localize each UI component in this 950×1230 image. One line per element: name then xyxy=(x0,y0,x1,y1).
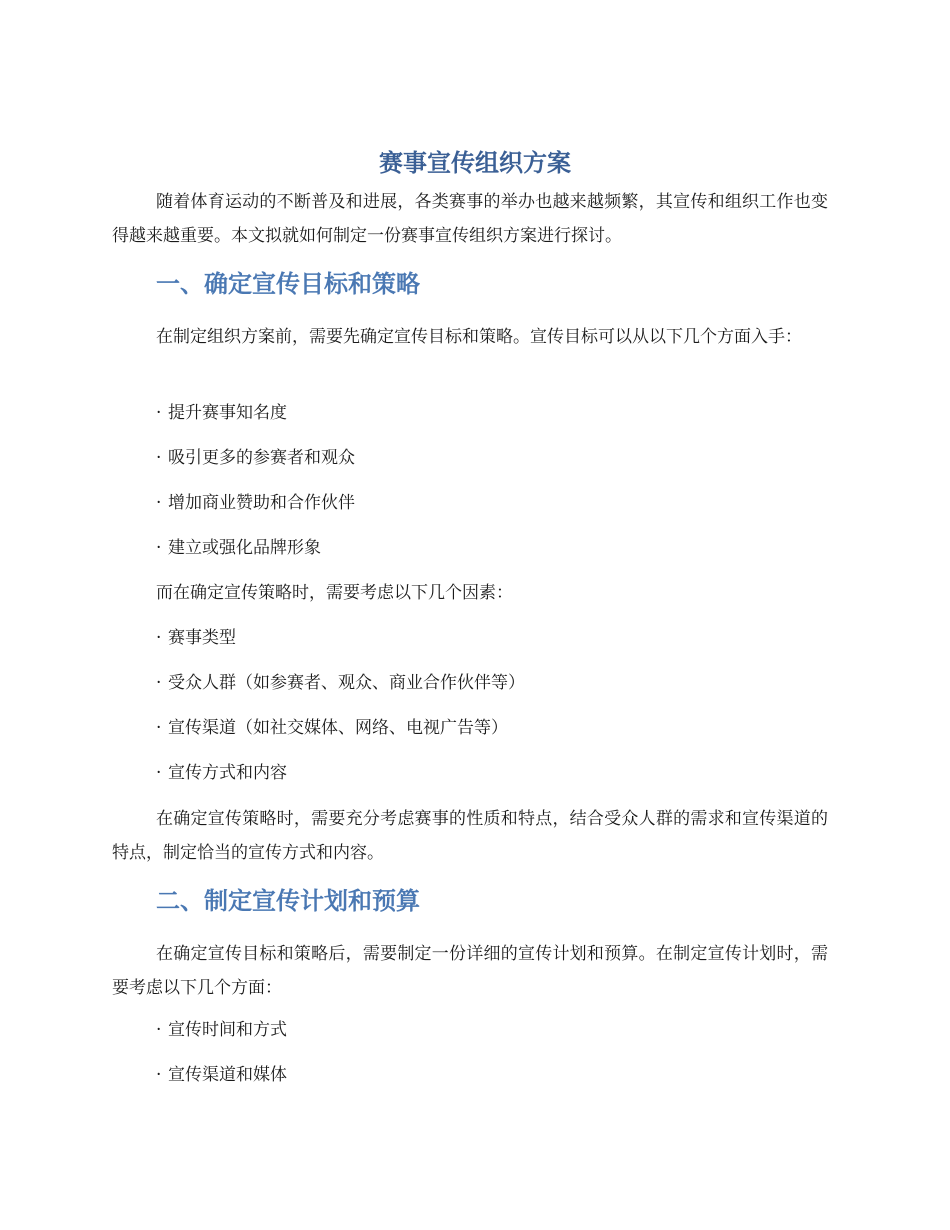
plan-item-text: 宣传时间和方式 xyxy=(168,1020,287,1040)
bullet-dot: · xyxy=(156,673,162,693)
goal-list-item xyxy=(156,535,321,561)
intro-paragraph: 随着体育运动的不断普及和进展，各类赛事的举办也越来越频繁，其宣传和组织工作也变得越来越重要。本文拟就如何制定一份赛事宣传组织方案进行探讨。 xyxy=(112,192,828,246)
bullet-dot: · xyxy=(156,763,162,783)
goal-list-item xyxy=(156,490,355,516)
plan-list-item xyxy=(156,1062,287,1088)
bullet-dot: · xyxy=(156,628,162,648)
goal-list-item xyxy=(156,400,287,426)
factor-list-item xyxy=(156,625,236,651)
document-title: 赛事宣传组织方案 xyxy=(379,149,571,177)
section1-paragraph-2: 而在确定宣传策略时，需要考虑以下几个因素： xyxy=(156,583,513,603)
section2-heading: 二、制定宣传计划和预算 xyxy=(156,887,420,915)
factor-item-text: 受众人群（如参赛者、观众、商业合作伙伴等） xyxy=(168,673,525,693)
goal-item-text: 增加商业赞助和合作伙伴 xyxy=(168,493,355,513)
bullet-dot: · xyxy=(156,493,162,513)
bullet-dot: · xyxy=(156,1020,162,1040)
plan-list-item xyxy=(156,1017,287,1043)
plan-item-text: 宣传渠道和媒体 xyxy=(168,1065,287,1085)
section1-paragraph-1: 在制定组织方案前，需要先确定宣传目标和策略。宣传目标可以从以下几个方面入手： xyxy=(156,327,802,347)
factor-list-item xyxy=(156,760,287,786)
factor-list-item xyxy=(156,715,508,741)
bullet-dot: · xyxy=(156,1065,162,1085)
section2-paragraph-1: 在确定宣传目标和策略后，需要制定一份详细的宣传计划和预算。在制定宣传计划时，需要考虑以下几个方面： xyxy=(112,944,828,998)
goal-item-text: 吸引更多的参赛者和观众 xyxy=(168,448,355,468)
goal-list-item xyxy=(156,445,355,471)
section1-paragraph-3: 在确定宣传策略时，需要充分考虑赛事的性质和特点，结合受众人群的需求和宣传渠道的特点，制定恰当的宣传方式和内容。 xyxy=(112,809,828,863)
bullet-dot: · xyxy=(156,403,162,423)
bullet-dot: · xyxy=(156,718,162,738)
bullet-dot: · xyxy=(156,448,162,468)
section1-heading: 一、确定宣传目标和策略 xyxy=(156,270,420,298)
goal-item-text: 建立或强化品牌形象 xyxy=(168,538,321,558)
goal-item-text: 提升赛事知名度 xyxy=(168,403,287,423)
factor-item-text: 赛事类型 xyxy=(168,628,236,648)
factor-list-item xyxy=(156,670,525,696)
factor-item-text: 宣传方式和内容 xyxy=(168,763,287,783)
bullet-dot: · xyxy=(156,538,162,558)
factor-item-text: 宣传渠道（如社交媒体、网络、电视广告等） xyxy=(168,718,508,738)
